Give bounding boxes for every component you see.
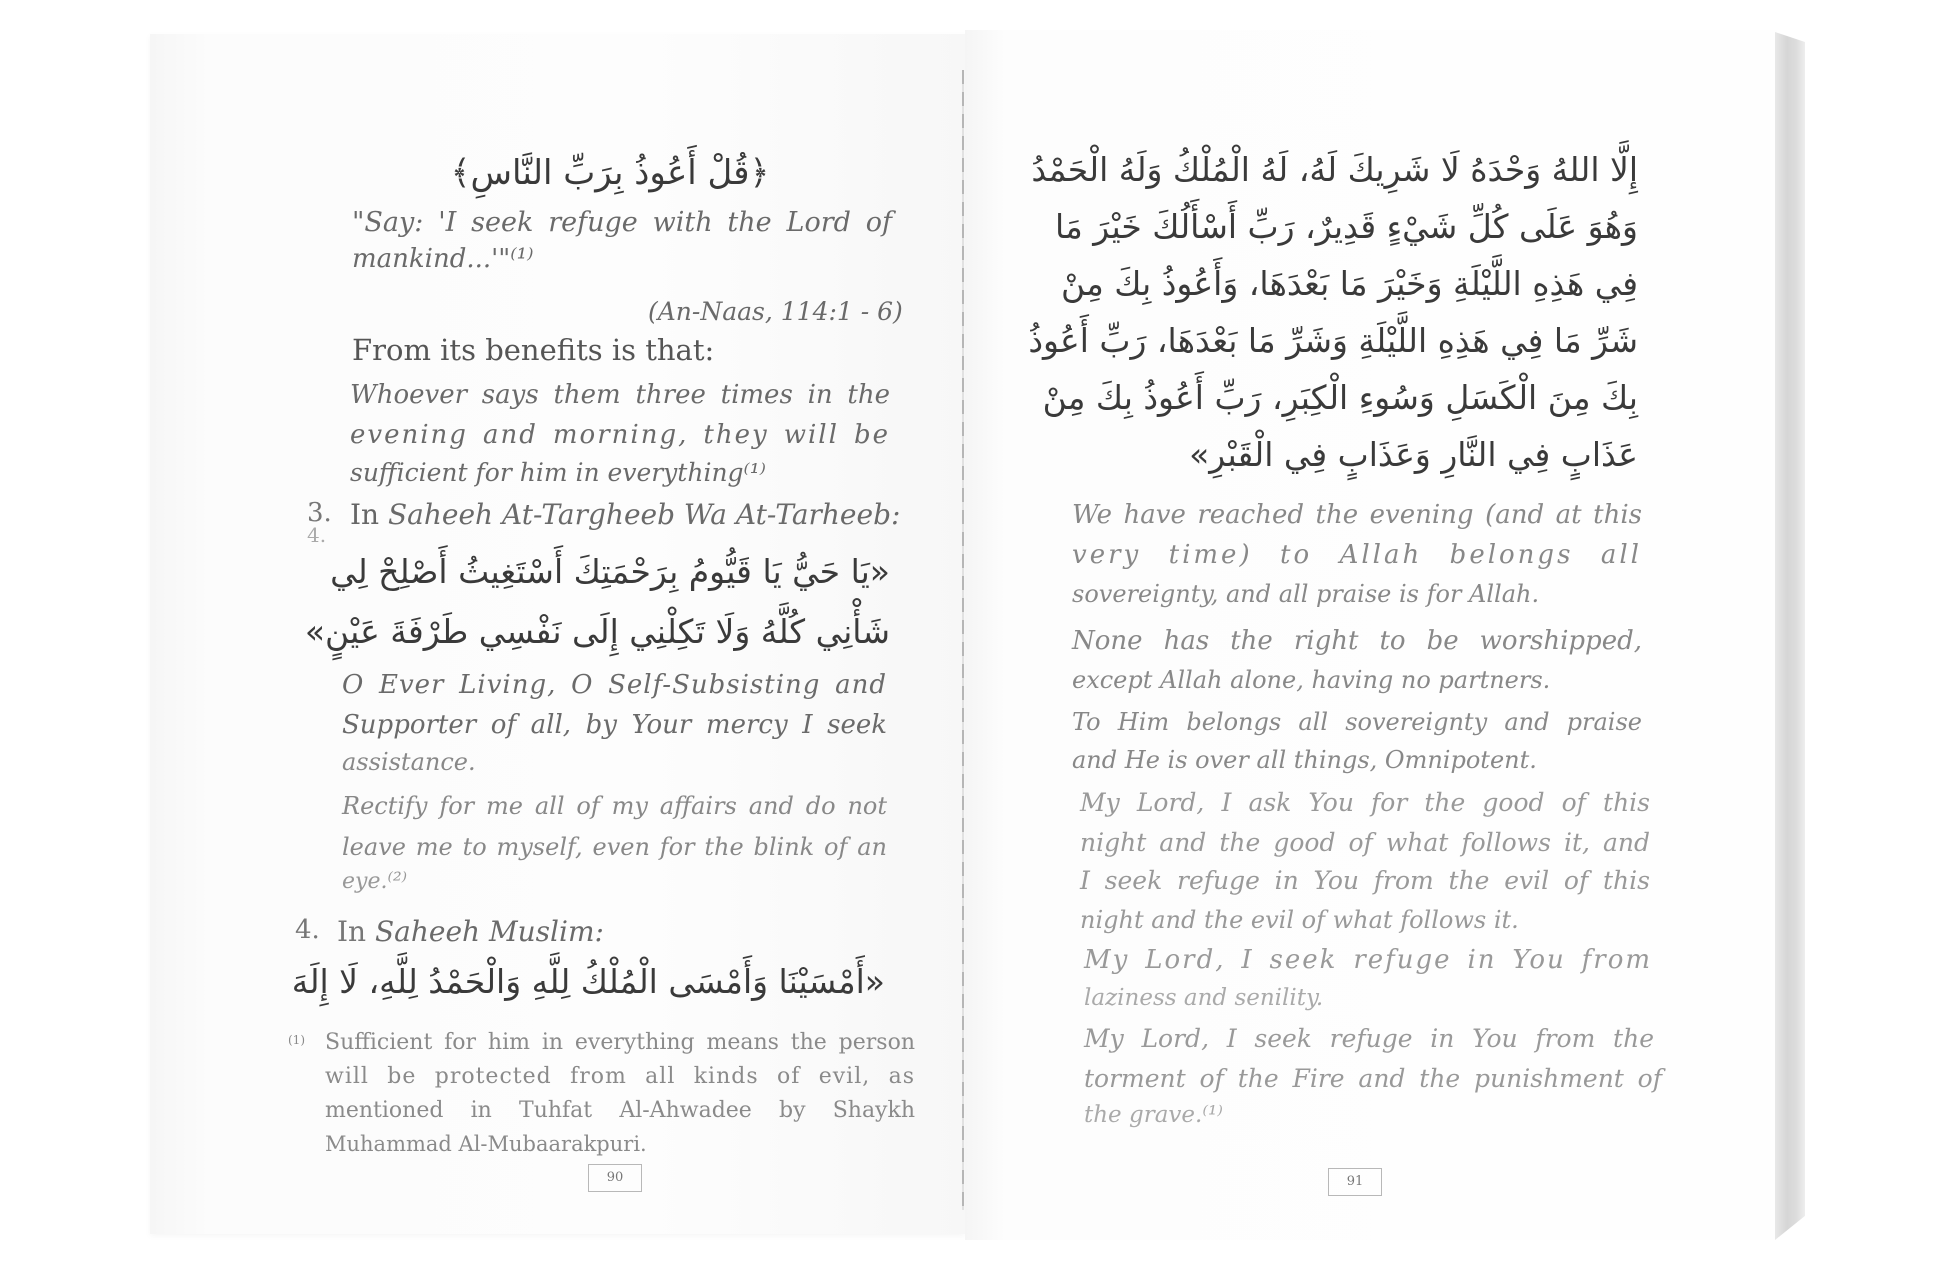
item-3-translation-line: O Ever Living, O Self-Subsisting and xyxy=(342,670,887,700)
item-4-label-prefix: In xyxy=(337,915,375,948)
item-3-translation-line: Rectify for me all of my affairs and do not xyxy=(342,792,887,820)
page-number-right: 91 xyxy=(1328,1168,1382,1196)
item-3-number: 3. xyxy=(307,498,332,528)
quran-reference: (An-Naas, 114:1 - 6) xyxy=(648,297,903,326)
right-translation-line: I seek refuge in You from the evil of this xyxy=(1080,866,1650,895)
right-translation-line: night and the good of what follows it, and xyxy=(1080,828,1650,857)
right-translation-line: night and the evil of what follows it. xyxy=(1080,906,1519,934)
quran-translation-line: "Say: 'I seek refuge with the Lord of xyxy=(352,207,892,238)
item-3-translation-line: leave me to myself, even for the blink of an xyxy=(342,833,887,861)
benefits-line: Whoever says them three times in the xyxy=(350,380,890,410)
right-translation-line: My Lord, I seek refuge in You from xyxy=(1084,945,1652,975)
page-block-edge xyxy=(1775,32,1805,1240)
right-translation-line: sovereignty, and all praise is for Allah. xyxy=(1072,580,1540,608)
footnote-line: will be protected from all kinds of evil, as xyxy=(325,1064,915,1089)
item-3-translation-line: Supporter of all, by Your mercy I seek xyxy=(342,710,887,740)
page-number-left: 90 xyxy=(588,1164,642,1192)
item-3-arabic-line: شَأْنِي كُلَّهُ وَلَا تَكِلْنِي إِلَى نَفْسِي طَرْفَةَ عَيْنٍ» xyxy=(304,612,890,651)
right-translation-line: My Lord, I seek refuge in You from the xyxy=(1084,1024,1654,1053)
right-translation-line: and He is over all things, Omnipotent. xyxy=(1072,746,1537,774)
right-translation-line: To Him belongs all sovereignty and praise xyxy=(1072,708,1642,736)
right-translation-line: the grave.⁽¹⁾ xyxy=(1084,1102,1223,1128)
quran-translation-line: mankind...'"⁽¹⁾ xyxy=(352,244,534,274)
item-3-translation-line: eye.⁽²⁾ xyxy=(342,869,408,894)
item-4-number: 4. xyxy=(295,915,320,945)
right-arabic-line: إِلَّا اللهُ وَحْدَهُ لَا شَرِيكَ لَهُ، لَهُ الْمُلْكُ وَلَهُ الْحَمْدُ xyxy=(1031,150,1638,189)
item-4-source: Saheeh Muslim: xyxy=(375,915,604,948)
benefits-heading: From its benefits is that: xyxy=(352,333,715,367)
quran-verse-arabic: ﴿قُلْ أَعُوذُ بِرَبِّ النَّاسِ﴾ xyxy=(450,153,770,193)
item-3-label-prefix: In xyxy=(350,498,388,531)
benefits-line: evening and morning, they will be xyxy=(350,420,890,450)
footnote-line: Muhammad Al-Mubaarakpuri. xyxy=(325,1132,647,1156)
footnote-line: mentioned in Tuhfat Al-Ahwadee by Shaykh xyxy=(325,1098,915,1123)
book-spine xyxy=(962,70,964,1210)
benefits-line: sufficient for him in everything⁽¹⁾ xyxy=(350,458,766,487)
footnote-marker: (1) xyxy=(288,1033,305,1047)
right-arabic-line: عَذَابٍ فِي النَّارِ وَعَذَابٍ فِي الْقَبْرِ» xyxy=(1189,435,1638,474)
item-3-source: Saheeh At-Targheeb Wa At-Tarheeb: xyxy=(388,498,901,531)
item-4-label xyxy=(337,915,604,948)
right-arabic-line: شَرِّ مَا فِي هَذِهِ اللَّيْلَةِ وَشَرِّ مَا بَعْدَهَا، رَبِّ أَعُوذُ xyxy=(1028,321,1638,360)
right-translation-line: very time) to Allah belongs all xyxy=(1072,540,1642,570)
right-arabic-line: بِكَ مِنَ الْكَسَلِ وَسُوءِ الْكِبَرِ، رَبِّ أَعُوذُ بِكَ مِنْ xyxy=(1042,378,1638,417)
item-3-stray-number: 4. xyxy=(307,523,327,547)
item-3-label xyxy=(350,498,900,531)
right-translation-line: We have reached the evening (and at this xyxy=(1072,500,1642,530)
item-3-translation-line: assistance. xyxy=(342,748,476,776)
right-translation-line: laziness and senility. xyxy=(1084,985,1324,1011)
right-translation-line: torment of the Fire and the punishment of xyxy=(1084,1064,1662,1093)
right-arabic-line: وَهُوَ عَلَى كُلِّ شَيْءٍ قَدِيرٌ، رَبِّ أَسْأَلُكَ خَيْرَ مَا xyxy=(1055,207,1638,246)
item-4-arabic-line: «أَمْسَيْنَا وَأَمْسَى الْمُلْكُ لِلَّهِ وَالْحَمْدُ لِلَّهِ، لَا إِلَهَ xyxy=(291,962,885,1001)
right-arabic-line: فِي هَذِهِ اللَّيْلَةِ وَخَيْرَ مَا بَعْدَهَا، وَأَعُوذُ بِكَ مِنْ xyxy=(1060,264,1638,303)
right-translation-line: None has the right to be worshipped, xyxy=(1072,626,1642,656)
right-translation-line: except Allah alone, having no partners. xyxy=(1072,666,1551,694)
right-translation-line: My Lord, I ask You for the good of this xyxy=(1080,788,1650,817)
footnote-line: Sufficient for him in everything means the person xyxy=(325,1030,915,1055)
item-3-arabic-line: «يَا حَيُّ يَا قَيُّومُ بِرَحْمَتِكَ أَسْتَغِيثُ أَصْلِحْ لِي xyxy=(330,552,890,591)
